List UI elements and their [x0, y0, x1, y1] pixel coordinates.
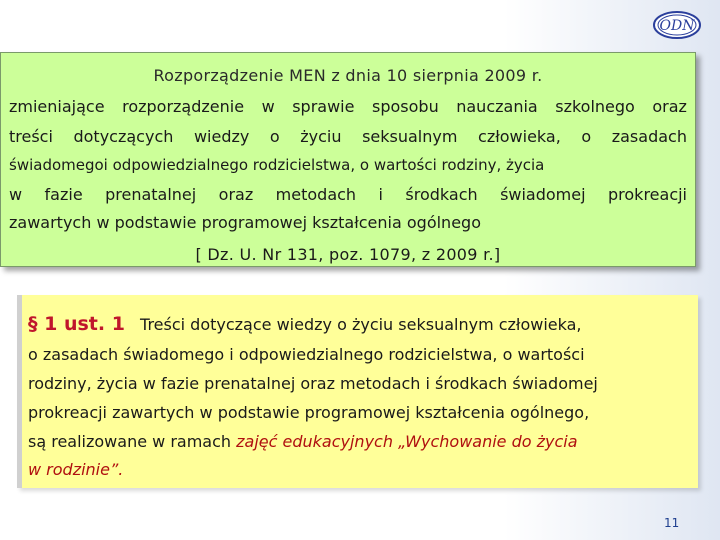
odn-logo	[652, 10, 702, 40]
word: rozporządzenie	[122, 97, 245, 116]
word: sposobu	[372, 97, 439, 116]
regulation-line-1	[9, 97, 687, 116]
section-line-6	[28, 460, 123, 479]
section-line-5	[28, 432, 578, 451]
word: metodach	[275, 185, 357, 204]
word: treści	[9, 127, 53, 146]
regulation-title: Rozporządzenie MEN z dnia 10 sierpnia 2009 r.	[153, 66, 543, 85]
section-line-4: prokreacji zawartych w podstawie programowej kształcenia ogólnego,	[28, 403, 590, 422]
word: środkach	[405, 185, 478, 204]
word: oraz	[652, 97, 687, 116]
citation: [ Dz. U. Nr 131, poz. 1079, z 2009 r.]	[195, 245, 501, 264]
regulation-line-3: świadomegoi odpowiedzialnego rodzicielstwa, o wartości rodziny, życia	[9, 156, 545, 174]
word: o	[269, 127, 280, 146]
word: oraz	[218, 185, 254, 204]
word: prenatalnej	[105, 185, 197, 204]
word: człowieka,	[478, 127, 561, 146]
word: sprawie	[292, 97, 355, 116]
word: świadomej	[500, 185, 586, 204]
word: nauczania	[456, 97, 538, 116]
page-number: 11	[664, 516, 680, 530]
word: w	[261, 97, 275, 116]
section-line-1	[28, 313, 582, 335]
section-text: Treści dotyczące wiedzy o życiu seksualnym człowieka,	[140, 315, 582, 334]
word: o	[581, 127, 592, 146]
section-line-2: o zasadach świadomego i odpowiedzialnego rodzicielstwa, o wartości	[28, 345, 585, 364]
word: dotyczących	[73, 127, 174, 146]
regulation-line-4	[9, 185, 687, 204]
section-box	[17, 295, 698, 488]
word: w	[9, 185, 23, 204]
word: seksualnym	[362, 127, 458, 146]
regulation-line-5: zawartych w podstawie programowej kształcenia ogólnego	[9, 213, 481, 232]
regulation-line-2	[9, 127, 687, 146]
section-text-plain: są realizowane w ramach	[28, 432, 232, 451]
section-line-3: rodziny, życia w fazie prenatalnej oraz metodach i środkach świadomej	[28, 374, 598, 393]
word: życiu	[300, 127, 342, 146]
word: zmieniające	[9, 97, 105, 116]
word: fazie	[44, 185, 83, 204]
word: szkolnego	[555, 97, 635, 116]
word: i	[378, 185, 383, 204]
word: prokreacji	[608, 185, 687, 204]
svg-text:ODN: ODN	[659, 18, 695, 34]
paragraph-mark: § 1 ust. 1	[28, 313, 125, 335]
course-name-end: w rodzinie”.	[28, 460, 124, 479]
course-name: zajęć edukacyjnych „Wychowanie do życia	[236, 432, 578, 451]
word: zasadach	[611, 127, 687, 146]
regulation-box	[0, 52, 696, 267]
word: wiedzy	[193, 127, 250, 146]
